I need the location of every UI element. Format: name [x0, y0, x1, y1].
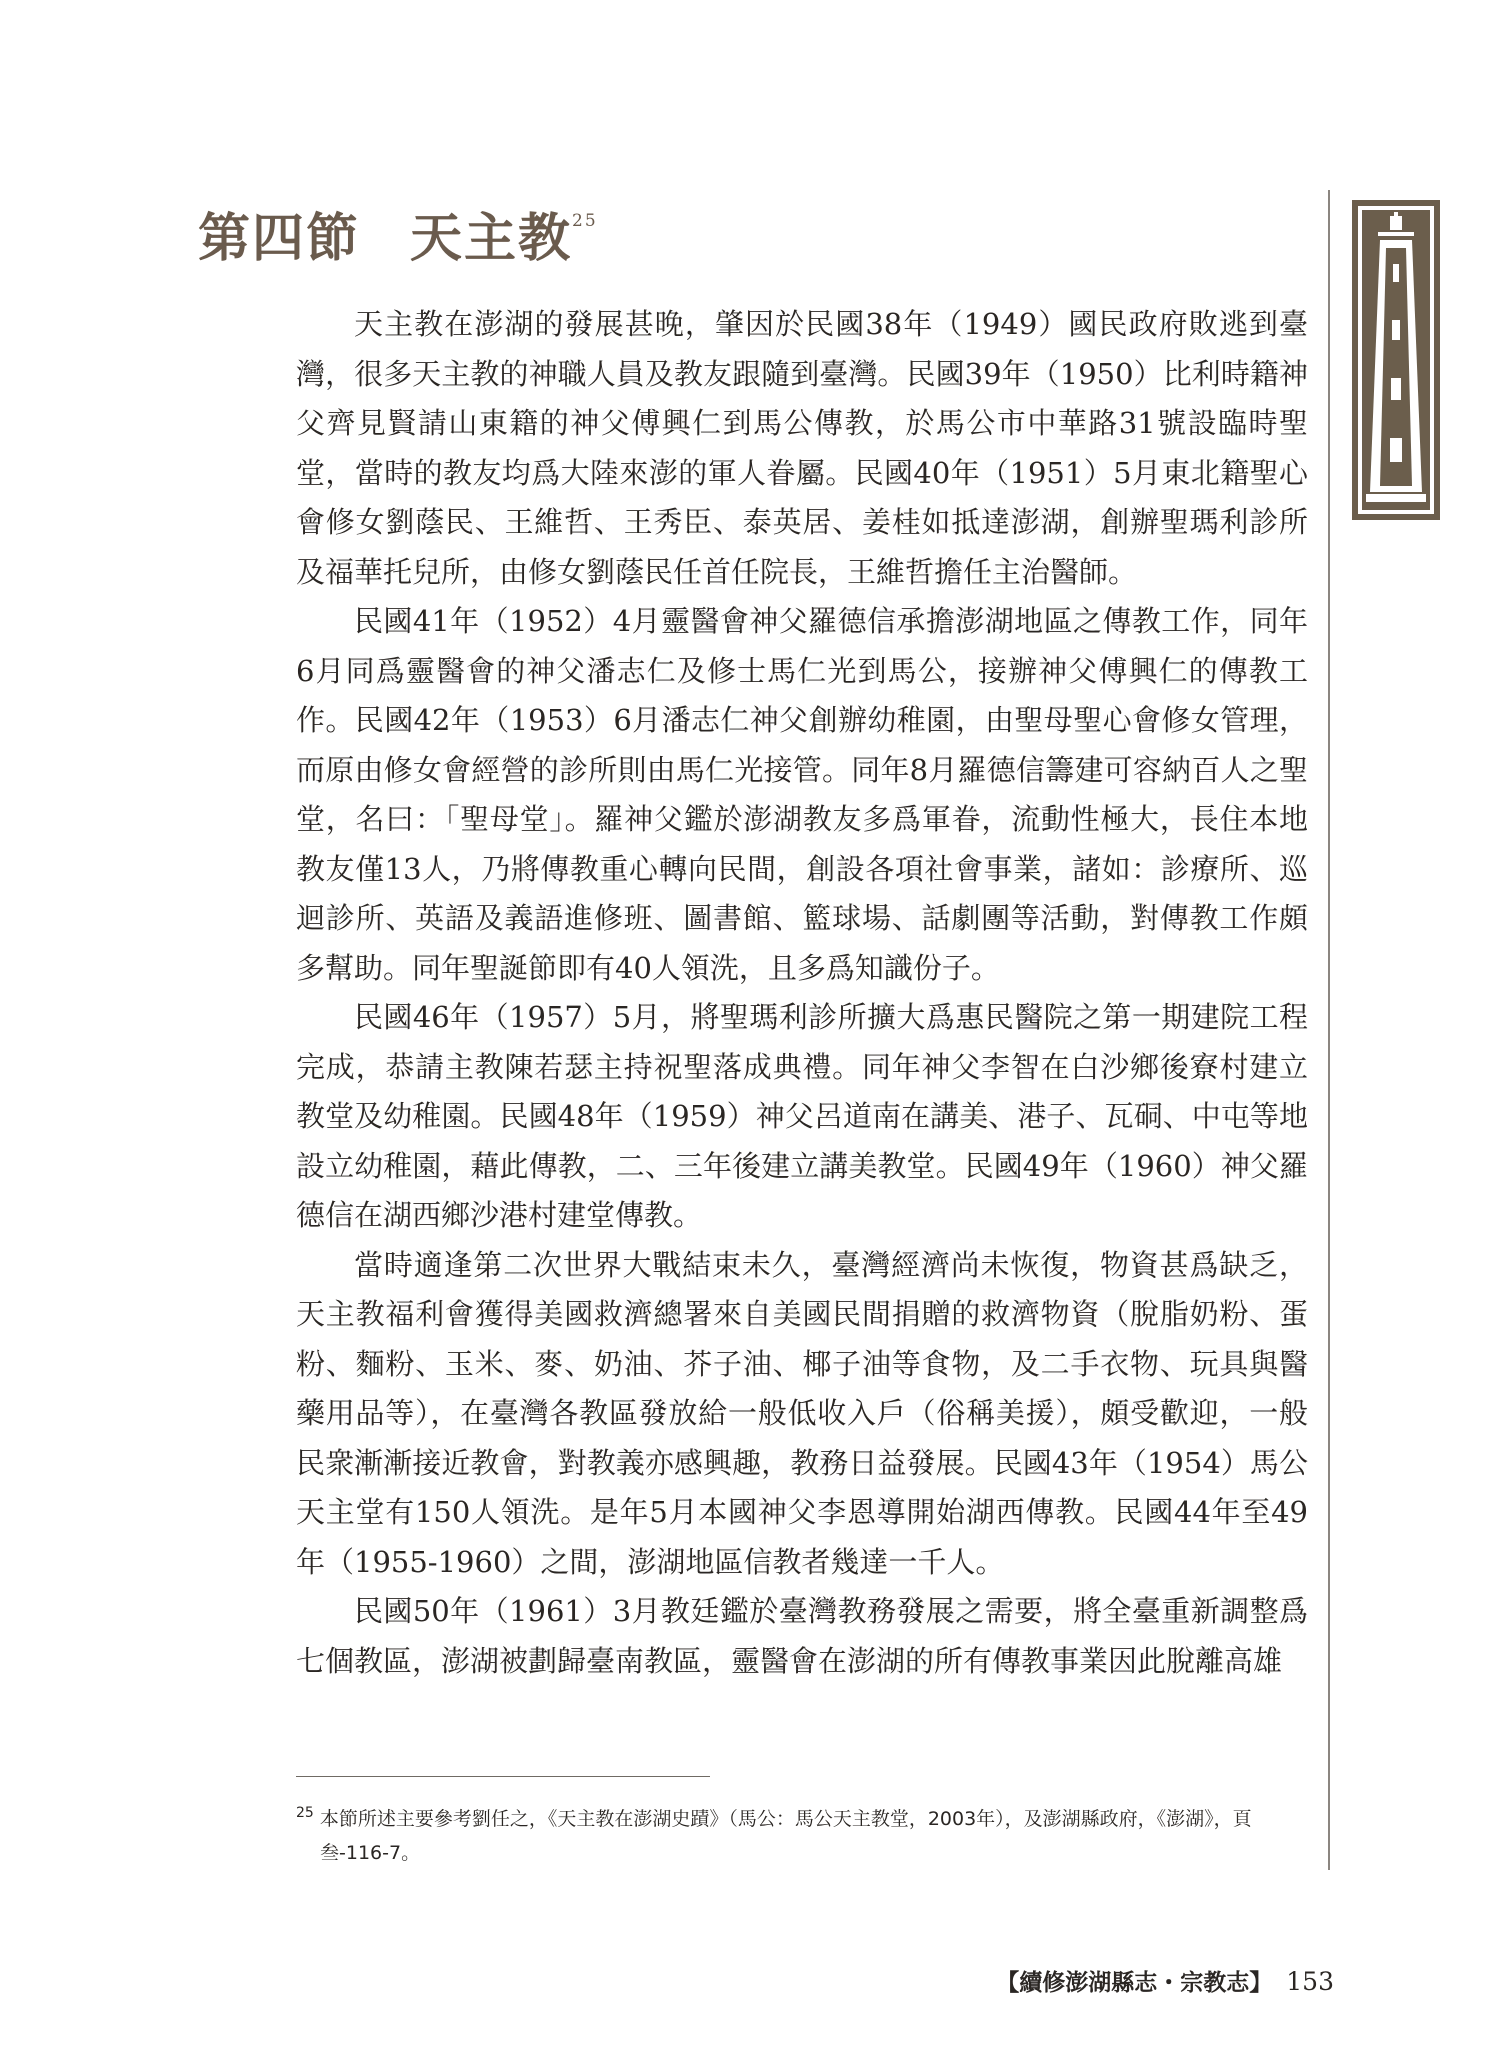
section-name: 天主教 — [410, 208, 573, 269]
paragraph: 民國50年（1961）3月教廷鑑於臺灣教務發展之需要，將全臺重新調整爲七個教區，澎湖被劃歸臺南教區，靈醫會在澎湖的所有傳教事業因此脫離高雄 — [296, 1594, 1308, 1678]
running-footer — [996, 1964, 1334, 1997]
paragraph: 天主教在澎湖的發展甚晚，肇因於民國38年（1949）國民政府敗逃到臺灣，很多天主教的神職人員及教友跟隨到臺灣。民國39年（1950）比利時籍神父齊見賢請山東籍的神父傅興仁到馬公傳教，於馬公市中華路31號設臨時聖堂，當時的教友均爲大陸來澎的軍人眷屬。民國40年（1951）5月東北籍聖心會修女劉蔭民、王維哲、王秀臣、泰英居、姜桂如抵達澎湖，創辦聖瑪利診所及福華托兒所，由修女劉蔭民任首任院長，王維哲擔任主治醫師。 — [296, 307, 1308, 589]
paragraph: 民國41年（1952）4月靈醫會神父羅德信承擔澎湖地區之傳教工作，同年6月同爲靈醫會的神父潘志仁及修士馬仁光到馬公，接辦神父傅興仁的傳教工作。民國42年（1953）6月潘志仁神父創辦幼稚園，由聖母聖心會修女管理，而原由修女會經營的診所則由馬仁光接管。同年8月羅德信籌建可容納百人之聖堂，名曰：「聖母堂」。羅神父鑑於澎湖教友多爲軍眷，流動性極大，長住本地教友僅13人，乃將傳教重心轉向民間，創設各項社會事業，諸如：診療所、巡迴診所、英語及義語進修班、圖書館、籃球場、話劇團等活動，對傳教工作頗多幫助。同年聖誕節即有40人領洗，且多爲知識份子。 — [296, 604, 1308, 985]
title-footnote-marker: 25 — [572, 211, 598, 231]
footnote-marker: 25 — [296, 1805, 314, 1821]
page-number: 153 — [1286, 1967, 1334, 1996]
margin-rule — [1328, 190, 1330, 1870]
paragraph: 民國46年（1957）5月，將聖瑪利診所擴大爲惠民醫院之第一期建院工程完成，恭請主教陳若瑟主持祝聖落成典禮。同年神父李智在白沙鄉後寮村建立教堂及幼稚園。民國48年（1959）神父呂道南在講美、港子、瓦硐、中屯等地設立幼稚園，藉此傳教，二、三年後建立講美教堂。民國49年（1960）神父羅德信在湖西鄉沙港村建堂傳教。 — [296, 1000, 1308, 1232]
lighthouse-tower-icon — [1352, 200, 1440, 520]
section-title — [198, 196, 598, 271]
footnote — [296, 1796, 1308, 1870]
section-number: 第四節 — [198, 208, 361, 269]
paragraph: 當時適逢第二次世界大戰結束未久，臺灣經濟尚未恢復，物資甚爲缺乏，天主教福利會獲得美國救濟總署來自美國民間捐贈的救濟物資（脫脂奶粉、蛋粉、麵粉、玉米、麥、奶油、芥子油、椰子油等食物，及二手衣物、玩具與醫藥用品等），在臺灣各教區發放給一般低收入戶（俗稱美援），頗受歡迎，一般民衆漸漸接近教會，對教義亦感興趣，教務日益發展。民國43年（1954）馬公天主堂有150人領洗。是年5月本國神父李恩導開始湖西傳教。民國44年至49年（1955-1960）之間，澎湖地區信教者幾達一千人。 — [296, 1247, 1308, 1579]
book-title: 【續修澎湖縣志・宗教志】 — [996, 1969, 1273, 1996]
footnote-text: 本節所述主要參考劉任之，《天主教在澎湖史蹟》（馬公：馬公天主教堂，2003年），及澎湖縣政府，《澎湖》，頁叁-116-7。 — [319, 1808, 1252, 1864]
body-text — [296, 300, 1308, 1686]
footnote-divider — [296, 1776, 710, 1777]
